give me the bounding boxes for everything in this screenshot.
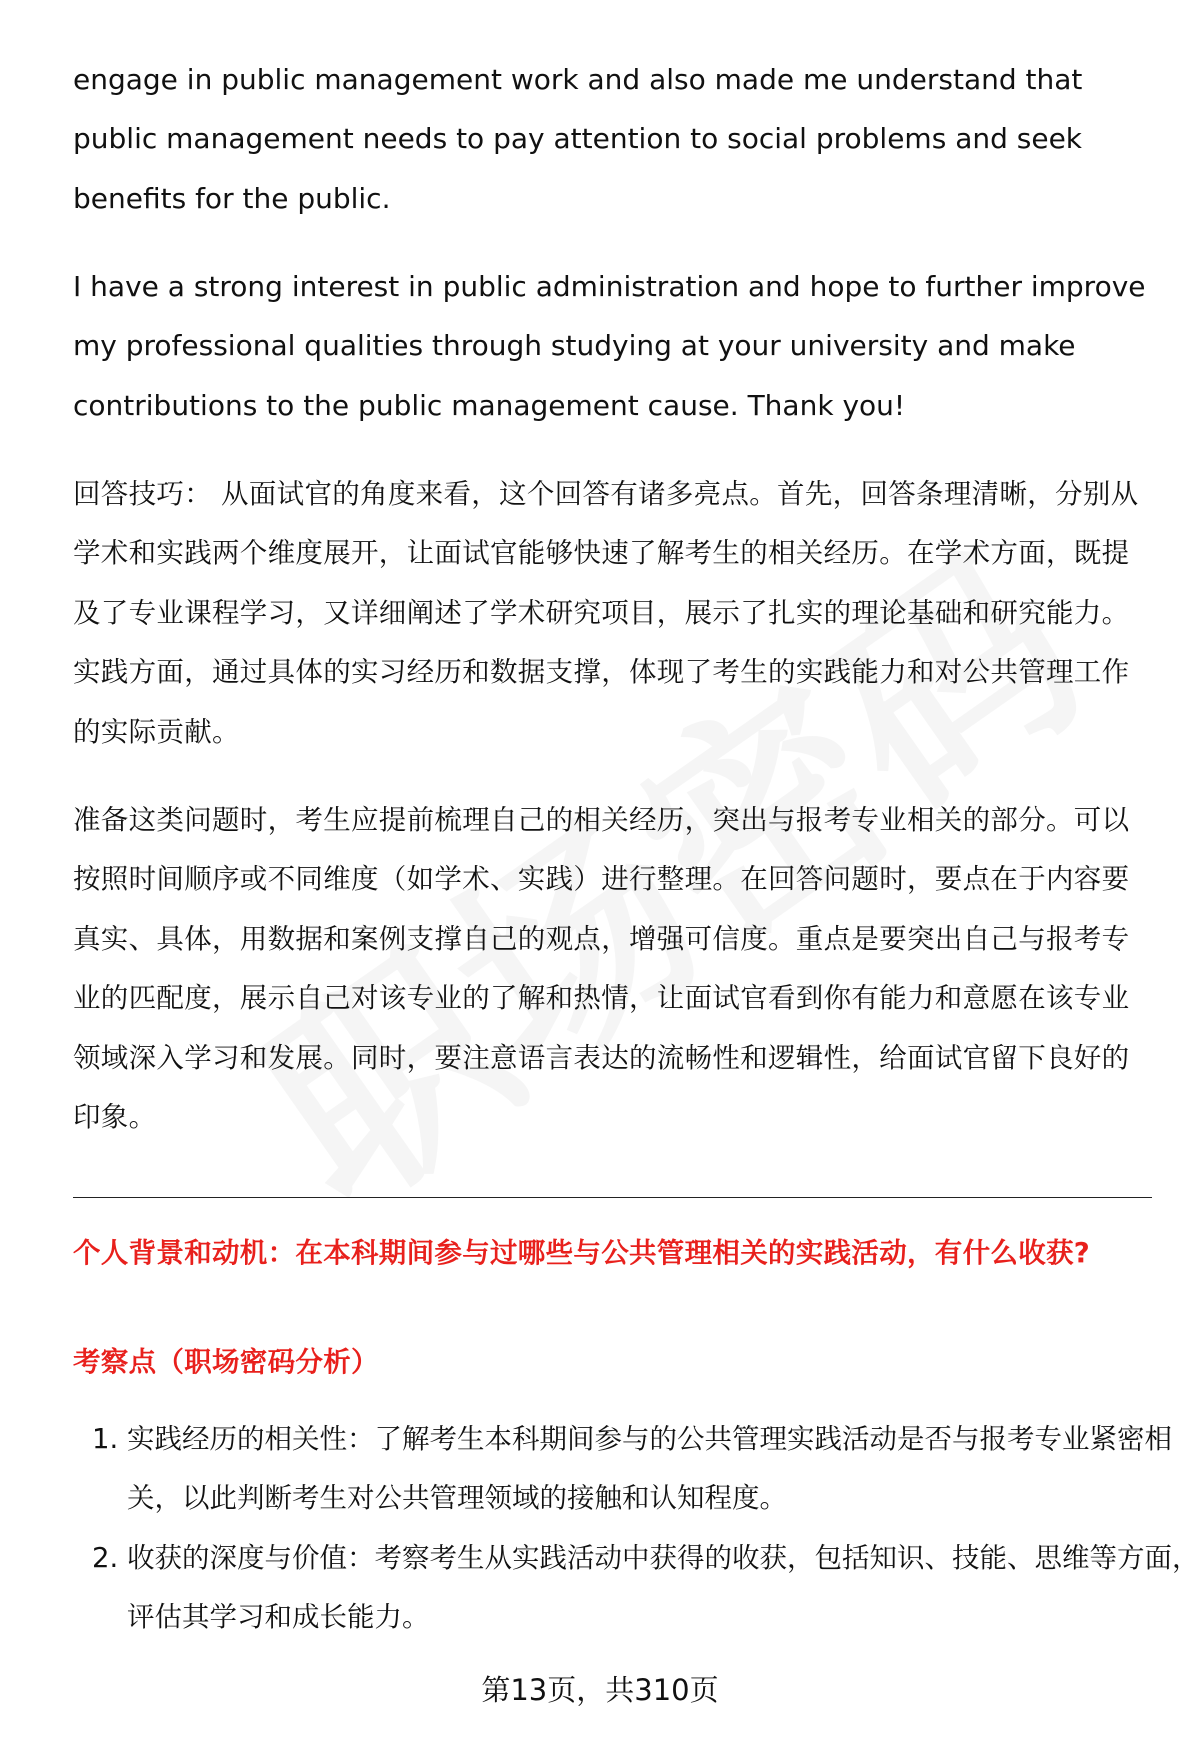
list-item: 2. 收获的深度与价值：考察考生从实践活动中获得的收获，包括知识、技能、思维等方面，评估其学习和成长能力。: [127, 1529, 1200, 1648]
assessment-points-heading: 考察点（职场密码分析）: [73, 1346, 379, 1378]
preparation-paragraph: 准备这类问题时，考生应提前梳理自己的相关经历，突出与报考专业相关的部分。可以按照时间顺序或不同维度（如学术、实践）进行整理。在回答问题时，要点在于内容要真实、具体，用数据和案例支撑自己的观点，增强可信度。重点是要突出自己与报考专业的匹配度，展示自己对该专业的了解和热情，让面试官看到你有能力和意愿在该专业领域深入学习和发展。同时，要注意语言表达的流畅性和逻辑性，给面试官留下良好的印象。: [73, 804, 1130, 1134]
page-number: 第13页，共310页: [481, 1673, 719, 1707]
answer-tips-paragraph: 回答技巧： 从面试官的角度来看，这个回答有诸多亮点。首先，回答条理清晰，分别从学术和实践两个维度展开，让面试官能够快速了解考生的相关经历。在学术方面，既提及了专业课程学习，又详细阐述了学术研究项目，展示了扎实的理论基础和研究能力。实践方面，通过具体的实习经历和数据支撑，体现了考生的实践能力和对公共管理工作的实际贡献。: [73, 478, 1139, 748]
answer-paragraph-2: I have a strong interest in public administration and hope to further improve my professional qualities through studying at your university and make contributions to the public management cause. Thank you!: [73, 270, 1146, 422]
list-item: 1. 实践经历的相关性：了解考生本科期间参与的公共管理实践活动是否与报考专业紧密相关，以此判断考生对公共管理领域的接触和认知程度。: [127, 1410, 1200, 1529]
assessment-points-list: [73, 1410, 1200, 1648]
section-divider: [73, 1197, 1152, 1198]
question-heading: 个人背景和动机：在本科期间参与过哪些与公共管理相关的实践活动，有什么收获?: [73, 1237, 1091, 1269]
answer-paragraph-1: engage in public management work and also made me understand that public management needs to pay attention to social problems and seek benefits for the public.: [73, 63, 1083, 215]
